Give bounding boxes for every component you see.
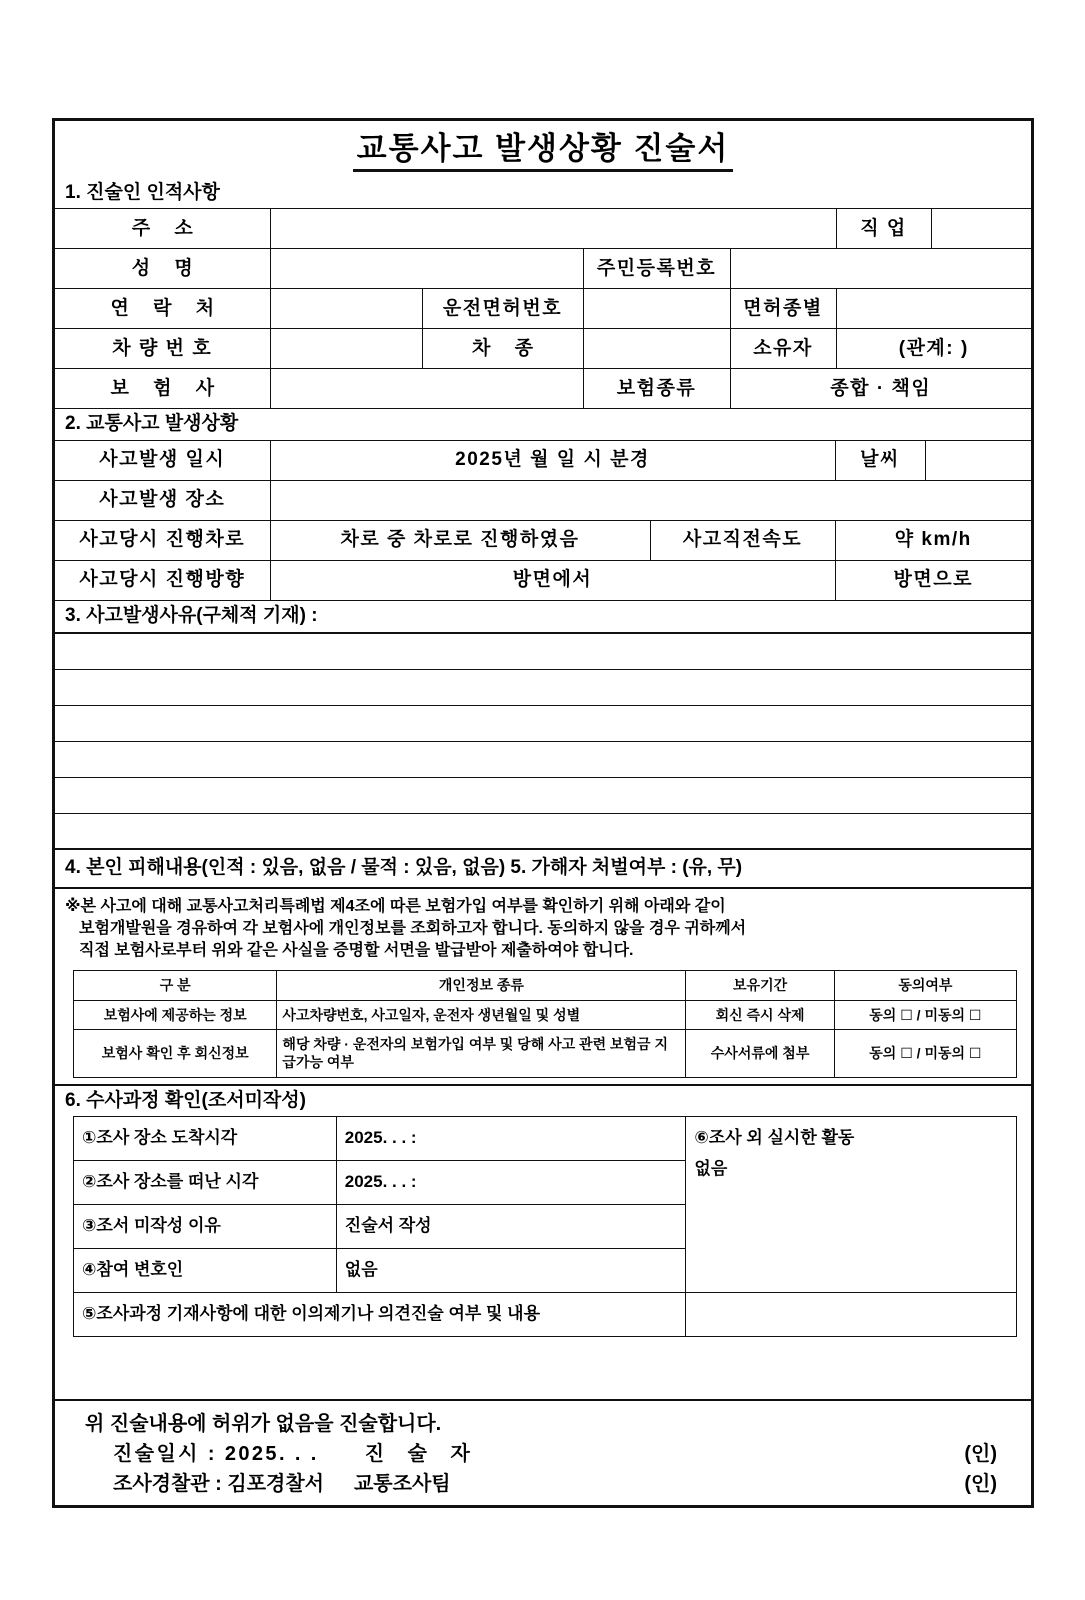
writing-line[interactable] bbox=[55, 778, 1031, 814]
notice-line-1: ※본 사고에 대해 교통사고처리특례법 제4조에 따른 보험가입 여부를 확인하기 위해 아래와 같이 bbox=[65, 897, 726, 915]
field-vehicle-type[interactable] bbox=[583, 329, 730, 369]
field-license-number[interactable] bbox=[583, 289, 730, 329]
field-contact[interactable] bbox=[270, 289, 422, 329]
declaration-text: 위 진술내용에 허위가 없음을 진술합니다. bbox=[85, 1413, 442, 1435]
value-direction-to[interactable]: 방면으로 bbox=[835, 561, 1031, 601]
section6-heading: 6. 수사과정 확인(조서미작성) bbox=[55, 1084, 1031, 1117]
label-accident-datetime: 사고발생 일시 bbox=[55, 441, 270, 481]
label-contact: 연 락 처 bbox=[55, 289, 270, 329]
consent-header-info-type: 개인정보 종류 bbox=[277, 971, 686, 1001]
consent-notice bbox=[55, 889, 1031, 970]
label-insurance-type: 보험종류 bbox=[583, 369, 730, 409]
value-departure-time[interactable]: 2025. . . : bbox=[336, 1161, 686, 1205]
field-accident-place[interactable] bbox=[270, 481, 1031, 521]
personal-info-table bbox=[55, 208, 1031, 409]
value-other-activities: 없음 bbox=[694, 1159, 728, 1179]
label-other-activities: ⑥조사 외 실시한 활동 bbox=[694, 1128, 855, 1148]
table-row-arrival-time bbox=[74, 1117, 1017, 1161]
section45-damage-punishment[interactable]: 4. 본인 피해내용(인적 : 있음, 없음 / 물적 : 있음, 없음) 5. 가해자 처벌여부 : (유, 무) bbox=[55, 850, 1031, 889]
table-row-vehicle bbox=[55, 329, 1031, 369]
table-row bbox=[74, 1001, 1017, 1030]
value-objection-statement[interactable] bbox=[686, 1293, 1017, 1337]
table-row-datetime bbox=[55, 441, 1031, 481]
label-departure-time: ②조사 장소를 떠난 시각 bbox=[74, 1161, 337, 1205]
officer-team-label: 교통조사팀 bbox=[353, 1473, 451, 1495]
table-row-objection bbox=[74, 1293, 1017, 1337]
label-objection-statement: ⑤조사과정 기재사항에 대한 이의제기나 의견진술 여부 및 내용 bbox=[74, 1293, 686, 1337]
value-insurance-type[interactable]: 종합 · 책임 bbox=[730, 369, 1031, 409]
accident-info-table bbox=[55, 440, 1031, 601]
label-weather: 날씨 bbox=[835, 441, 925, 481]
section2-heading: 2. 교통사고 발생상황 bbox=[65, 413, 239, 435]
writing-line[interactable] bbox=[55, 814, 1031, 850]
title-container bbox=[55, 121, 1031, 178]
value-accident-datetime[interactable]: 2025년 월 일 시 분경 bbox=[270, 441, 835, 481]
statement-date-row bbox=[55, 1439, 1031, 1469]
label-license-type: 면허종별 bbox=[730, 289, 836, 329]
label-owner-relation[interactable]: (관계: ) bbox=[836, 329, 1031, 369]
table-row bbox=[74, 1030, 1017, 1077]
seal-statement-person: (인) bbox=[964, 1443, 997, 1465]
consent-cell-info-type: 해당 차량 · 운전자의 보험가입 여부 및 당해 사고 관련 보험금 지급가능 여부 bbox=[277, 1030, 686, 1077]
investigation-process-table bbox=[73, 1116, 1017, 1337]
field-occupation[interactable] bbox=[931, 209, 1031, 249]
table-row-direction bbox=[55, 561, 1031, 601]
label-license-number: 운전면허번호 bbox=[422, 289, 583, 329]
label-resident-number: 주민등록번호 bbox=[583, 249, 730, 289]
label-owner: 소유자 bbox=[730, 329, 836, 369]
field-address[interactable] bbox=[270, 209, 836, 249]
consent-header-agreement: 동의여부 bbox=[834, 971, 1016, 1001]
writing-line[interactable] bbox=[55, 634, 1031, 670]
officer-label: 조사경찰관 : 김포경찰서 bbox=[113, 1473, 324, 1495]
consent-header-retention: 보유기간 bbox=[686, 971, 834, 1001]
consent-table bbox=[73, 970, 1017, 1078]
label-accident-place: 사고발생 장소 bbox=[55, 481, 270, 521]
statement-date-label[interactable]: 진술일시 : 2025. . . bbox=[113, 1443, 319, 1465]
section3-heading: 3. 사고발생사유(구체적 기재) : bbox=[65, 605, 318, 627]
table-row-name bbox=[55, 249, 1031, 289]
consent-cell-agreement-checkboxes[interactable]: 동의 ☐ / 미동의 ☐ bbox=[834, 1001, 1016, 1030]
field-resident-number[interactable] bbox=[730, 249, 1031, 289]
section3-writing-area[interactable] bbox=[55, 632, 1031, 850]
label-direction: 사고당시 진행방향 bbox=[55, 561, 270, 601]
consent-cell-info-type: 사고차량번호, 사고일자, 운전자 생년월일 및 성별 bbox=[277, 1001, 686, 1030]
consent-table-header-row bbox=[74, 971, 1017, 1001]
notice-line-2: 보험개발원을 경유하여 각 보험사에 개인정보를 조회하고자 합니다. 동의하지 않을 경우 귀하께서 bbox=[79, 919, 747, 937]
seal-officer: (인) bbox=[964, 1473, 997, 1495]
label-name: 성 명 bbox=[55, 249, 270, 289]
section6-table-container bbox=[55, 1116, 1031, 1337]
label-no-record-reason: ③조서 미작성 이유 bbox=[74, 1205, 337, 1249]
table-row-contact bbox=[55, 289, 1031, 329]
label-address: 주 소 bbox=[55, 209, 270, 249]
label-occupation: 직 업 bbox=[836, 209, 931, 249]
value-speed[interactable]: 약 km/h bbox=[835, 521, 1031, 561]
field-vehicle-number[interactable] bbox=[270, 329, 422, 369]
table-row-place bbox=[55, 481, 1031, 521]
consent-cell-retention: 수사서류에 첨부 bbox=[686, 1030, 834, 1077]
side-other-activities[interactable] bbox=[686, 1117, 1017, 1293]
field-name[interactable] bbox=[270, 249, 583, 289]
form-document bbox=[52, 118, 1034, 1508]
consent-cell-category: 보험사 확인 후 회신정보 bbox=[74, 1030, 277, 1077]
section1-heading: 1. 진술인 인적사항 bbox=[65, 181, 220, 203]
page-title: 교통사고 발생상황 진술서 bbox=[353, 131, 734, 172]
field-license-type[interactable] bbox=[836, 289, 1031, 329]
statement-person-label: 진 술 자 bbox=[364, 1443, 479, 1465]
label-insurer: 보 험 사 bbox=[55, 369, 270, 409]
consent-header-category: 구 분 bbox=[74, 971, 277, 1001]
field-insurer[interactable] bbox=[270, 369, 583, 409]
field-weather[interactable] bbox=[925, 441, 1031, 481]
label-vehicle-number: 차 량 번 호 bbox=[55, 329, 270, 369]
writing-line[interactable] bbox=[55, 706, 1031, 742]
table-row-lane bbox=[55, 521, 1031, 561]
label-vehicle-type: 차 종 bbox=[422, 329, 583, 369]
notice-line-3: 직접 보험사로부터 위와 같은 사실을 증명할 서면을 발급받아 제출하여야 합니다. bbox=[79, 941, 634, 959]
value-attending-lawyer[interactable]: 없음 bbox=[336, 1249, 686, 1293]
value-arrival-time[interactable]: 2025. . . : bbox=[336, 1117, 686, 1161]
officer-row bbox=[55, 1469, 1031, 1499]
writing-line[interactable] bbox=[55, 742, 1031, 778]
table-row-address bbox=[55, 209, 1031, 249]
value-no-record-reason[interactable]: 진술서 작성 bbox=[336, 1205, 686, 1249]
label-attending-lawyer: ④참여 변호인 bbox=[74, 1249, 337, 1293]
table-row-insurer bbox=[55, 369, 1031, 409]
footer-declaration bbox=[55, 1399, 1031, 1505]
writing-line[interactable] bbox=[55, 670, 1031, 706]
value-direction-from[interactable]: 방면에서 bbox=[270, 561, 835, 601]
label-lane: 사고당시 진행차로 bbox=[55, 521, 270, 561]
label-arrival-time: ①조사 장소 도착시각 bbox=[74, 1117, 337, 1161]
value-lane[interactable]: 차로 중 차로로 진행하였음 bbox=[270, 521, 650, 561]
consent-cell-category: 보험사에 제공하는 정보 bbox=[74, 1001, 277, 1030]
consent-cell-retention: 회신 즉시 삭제 bbox=[686, 1001, 834, 1030]
consent-table-container bbox=[55, 970, 1031, 1084]
consent-cell-agreement-checkboxes[interactable]: 동의 ☐ / 미동의 ☐ bbox=[834, 1030, 1016, 1077]
label-speed: 사고직전속도 bbox=[650, 521, 835, 561]
